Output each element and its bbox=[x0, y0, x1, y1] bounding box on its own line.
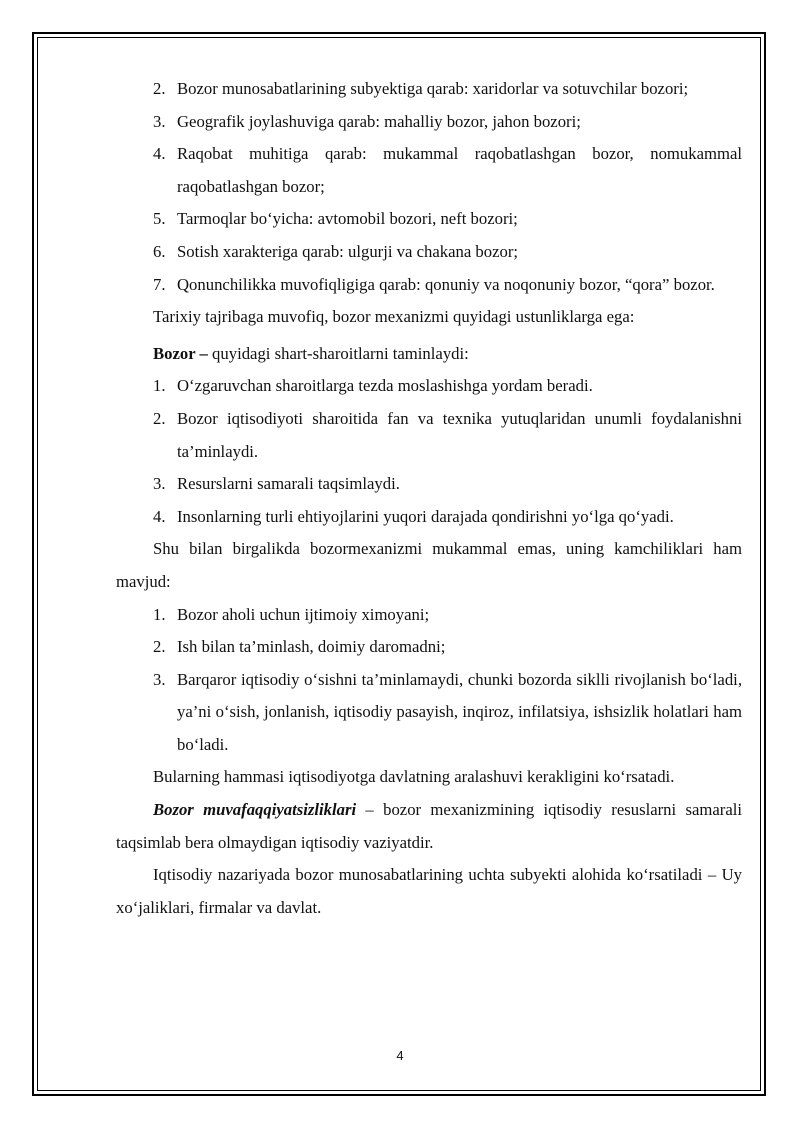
list-number: 2. bbox=[153, 637, 166, 657]
paragraph-text: – bozor mexanizmining iqtisodiy resuslarni samarali taqsimlab bera olmaydigan iqtisodiy vaziyatdir. bbox=[116, 800, 742, 852]
list-item bbox=[116, 73, 742, 106]
paragraph-tarixiy: Tarixiy tajribaga muvofiq, bozor mexanizmi quyidagi ustunliklarga ega: bbox=[153, 307, 635, 327]
paragraph-iqtisodiy: Iqtisodiy nazariyada bozor munosabatlarining uchta subyekti alohida ko‘rsatiladi – Uy xo‘jaliklari, firmalar va davlat. bbox=[116, 865, 742, 917]
list-text: Insonlarning turli ehtiyojlarini yuqori darajada qondirishni yo‘lga qo‘yadi. bbox=[177, 506, 674, 526]
page-number: 4 bbox=[396, 1048, 404, 1063]
paragraph-bularning: Bularning hammasi iqtisodiyotga davlatning aralashuvi kerakligini ko‘rsatadi. bbox=[153, 767, 675, 787]
list-item bbox=[116, 203, 742, 236]
list-item bbox=[116, 468, 742, 501]
list-item bbox=[116, 269, 742, 302]
list-item bbox=[116, 138, 742, 203]
paragraph-shu: Shu bilan birgalikda bozormexanizmi mukammal emas, uning kamchiliklari ham mavjud: bbox=[116, 539, 742, 591]
list-item bbox=[116, 501, 742, 534]
list-number: 2. bbox=[153, 408, 166, 428]
list-number: 1. bbox=[153, 604, 166, 624]
list-text: Sotish xarakteriga qarab: ulgurji va chakana bozor; bbox=[177, 241, 519, 261]
list-number: 4. bbox=[153, 144, 166, 164]
list-number: 1. bbox=[153, 376, 166, 396]
document-body bbox=[116, 73, 742, 924]
list-text: O‘zgaruvchan sharoitlarga tezda moslashishga yordam beradi. bbox=[177, 376, 593, 396]
list-text: Qonunchilikka muvofiqligiga qarab: qonuniy va noqonuniy bozor, “qora” bozor. bbox=[177, 274, 715, 294]
list-item bbox=[116, 106, 742, 139]
paragraph-muvafaqqiyatsizliklari bbox=[116, 794, 742, 859]
list-text: Bozor aholi uchun ijtimoiy ximoyani; bbox=[177, 604, 430, 624]
list-text: Raqobat muhitiga qarab: mukammal raqobatlashgan bozor, nomukammal raqobatlashgan bozor; bbox=[177, 144, 742, 196]
list-text: Bozor iqtisodiyoti sharoitida fan va texnika yutuqlaridan unumli foydalanishni ta’minlaydi. bbox=[177, 408, 742, 461]
list-number: 5. bbox=[153, 209, 166, 229]
list-text: Bozor munosabatlarining subyektiga qarab: xaridorlar va sotuvchilar bozori; bbox=[177, 79, 689, 98]
list-number: 4. bbox=[153, 506, 166, 526]
list-text: Geografik joylashuviga qarab: mahalliy bozor, jahon bozori; bbox=[177, 111, 581, 131]
paragraph-text: quyidagi shart-sharoitlarni taminlaydi: bbox=[207, 343, 469, 363]
list-number: 7. bbox=[153, 274, 166, 294]
list-number: 3. bbox=[153, 474, 166, 494]
paragraph-bozor bbox=[116, 338, 742, 371]
list-item bbox=[116, 664, 742, 762]
list-text: Ish bilan ta’minlash, doimiy daromadni; bbox=[177, 637, 446, 657]
bold-term: Bozor – bbox=[153, 343, 208, 363]
list-item bbox=[116, 631, 742, 664]
list-number: 6. bbox=[153, 241, 166, 261]
list-number: 3. bbox=[153, 111, 166, 131]
list-item bbox=[116, 236, 742, 269]
list-item bbox=[116, 403, 742, 468]
list-text: Barqaror iqtisodiy o‘sishni ta’minlamaydi, chunki bozorda siklli rivojlanish bo‘ladi, ya’ni o‘sish, jonlanish, iqtisodiy pasayish, inqiroz, infilatsiya, ishsizlik holatlari ham bo‘ladi. bbox=[177, 669, 742, 754]
list-number: 2. bbox=[153, 79, 166, 98]
list-text: Tarmoqlar bo‘yicha: avtomobil bozori, neft bozori; bbox=[177, 209, 518, 229]
list-item bbox=[116, 370, 742, 403]
list-number: 3. bbox=[153, 669, 166, 689]
bold-italic-term: Bozor muvafaqqiyatsizliklari bbox=[153, 800, 357, 820]
list-item bbox=[116, 599, 742, 632]
list-text: Resurslarni samarali taqsimlaydi. bbox=[177, 474, 400, 494]
